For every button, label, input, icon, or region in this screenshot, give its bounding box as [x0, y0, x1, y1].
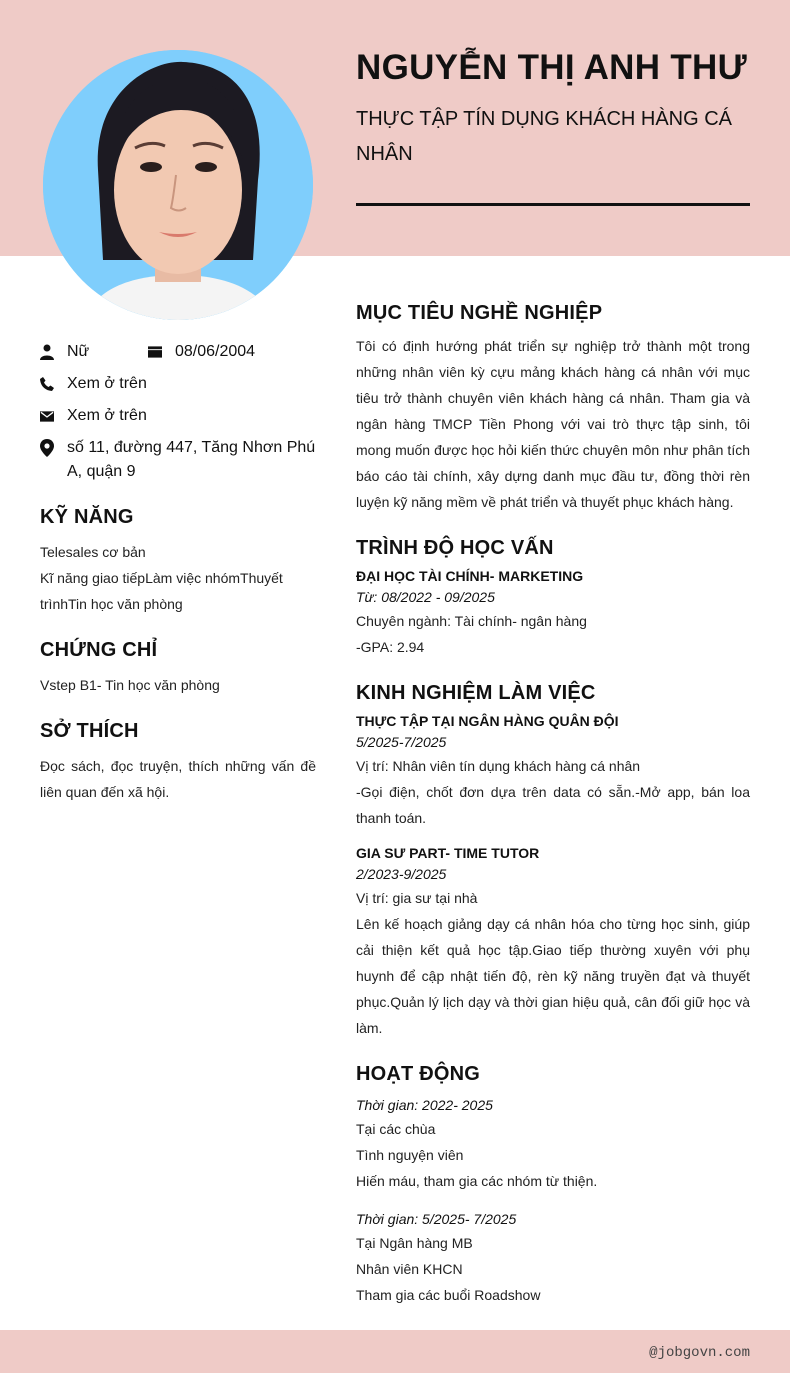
hobbies-text: Đọc sách, đọc truyện, thích những vấn đề liên quan đến xã hội. [40, 758, 316, 800]
email-value: Xem ở trên [67, 407, 147, 424]
certificates-text: Vstep B1- Tin học văn phòng [40, 677, 220, 693]
address-row [40, 436, 316, 484]
footer-credit: @jobgovn.com [649, 1345, 750, 1361]
mail-icon [40, 404, 54, 428]
education-section [356, 537, 750, 660]
activity-place: Tại các chùa [356, 1121, 436, 1137]
job-title: THỰC TẬP TÍN DỤNG KHÁCH HÀNG CÁ NHÂN [356, 108, 733, 165]
school-name: ĐẠI HỌC TÀI CHÍNH- MARKETING [356, 568, 584, 584]
job-position: Vị trí: Nhân viên tín dụng khách hàng cá nhân [356, 758, 641, 774]
experience-entry [356, 713, 750, 831]
calendar-icon [148, 340, 162, 364]
job-position: Vị trí: gia sư tại nhà [356, 890, 478, 906]
experience-section [356, 682, 750, 1041]
job-title: GIA SƯ PART- TIME TUTOR [356, 845, 540, 861]
candidate-name: NGUYỄN THỊ ANH THƯ [356, 48, 747, 87]
activities-heading: HOẠT ĐỘNG [356, 1063, 481, 1085]
skill-line: Kĩ năng giao tiếpLàm việc nhómThuyết trìnhTin học văn phòng [40, 570, 283, 612]
job-details: -Gọi điện, chốt đơn dựa trên data có sẵn.-Mở app, bán loa thanh toán. [356, 784, 750, 826]
activity-entry [356, 1094, 750, 1194]
objective-text: Tôi có định hướng phát triển sự nghiệp trở thành một trong những nhân viên kỳ cựu mảng khách hàng cá nhân với mục tiêu trở thành chuyên viên khách hàng cá nhân. Tham gia và ngân hàng TMCP Tiền Phong với vai trò thực tập sinh, tôi mong muốn được học hỏi kiến thức chuyên môn như phân tích báo cáo tài chính, xây dựng danh mục đầu tư, đồng thời rèn luyện kỹ năng mềm về phát triển và thuyết phục khách hàng. [356, 338, 750, 510]
phone-icon [40, 372, 54, 396]
education-major: Chuyên ngành: Tài chính- ngân hàng [356, 613, 587, 629]
skill-line: Telesales cơ bản [40, 544, 146, 560]
education-gpa: -GPA: 2.94 [356, 639, 425, 655]
job-title: THỰC TẬP TẠI NGÂN HÀNG QUÂN ĐỘI [356, 713, 619, 729]
job-details: Lên kế hoạch giảng dạy cá nhân hóa cho từng học sinh, giúp cải thiện kết quả học tập.Giao tiếp thường xuyên với phụ huynh để cập nhật tiến độ, rèn kỹ năng truyền đạt và thuyết phục.Quản lý lịch dạy và thời gian hiệu quả, cân đối giữ học và làm. [356, 916, 750, 1036]
birthdate-row [148, 340, 256, 364]
gender-value: Nữ [67, 343, 90, 360]
email-row [40, 404, 316, 428]
experience-entry [356, 845, 750, 1041]
certificates-heading: CHỨNG CHỈ [40, 639, 158, 661]
address-value: số 11, đường 447, Tăng Nhơn Phú A, quận 9 [67, 439, 316, 480]
experience-heading: KINH NGHIỆM LÀM VIỆC [356, 682, 596, 704]
education-period: Từ: 08/2022 - 09/2025 [356, 589, 495, 605]
birthdate-value: 08/06/2004 [175, 343, 256, 360]
personal-info-row [40, 340, 316, 372]
right-column [356, 302, 750, 1330]
hobbies-heading: SỞ THÍCH [40, 720, 139, 742]
person-icon [40, 340, 54, 364]
activity-role: Nhân viên KHCN [356, 1261, 463, 1277]
activity-role: Tình nguyện viên [356, 1147, 464, 1163]
title-divider [356, 203, 750, 206]
activity-period: Thời gian: 5/2025- 7/2025 [356, 1211, 517, 1227]
activity-period: Thời gian: 2022- 2025 [356, 1097, 493, 1113]
activities-section [356, 1063, 750, 1308]
activity-desc: Hiến máu, tham gia các nhóm từ thiện. [356, 1173, 598, 1189]
job-period: 2/2023-9/2025 [356, 866, 447, 882]
phone-row [40, 372, 316, 396]
location-pin-icon [40, 436, 54, 460]
phone-value: Xem ở trên [67, 375, 147, 392]
objective-section [356, 302, 750, 515]
job-period: 5/2025-7/2025 [356, 734, 447, 750]
skills-heading: KỸ NĂNG [40, 506, 134, 528]
profile-photo [43, 50, 313, 320]
activity-entry [356, 1208, 750, 1308]
activity-place: Tại Ngân hàng MB [356, 1235, 473, 1251]
portrait-illustration [43, 50, 313, 320]
gender-row [40, 340, 148, 364]
left-column [40, 340, 316, 805]
activity-desc: Tham gia các buổi Roadshow [356, 1287, 541, 1303]
education-heading: TRÌNH ĐỘ HỌC VẤN [356, 537, 554, 559]
objective-heading: MỤC TIÊU NGHỀ NGHIỆP [356, 302, 603, 324]
